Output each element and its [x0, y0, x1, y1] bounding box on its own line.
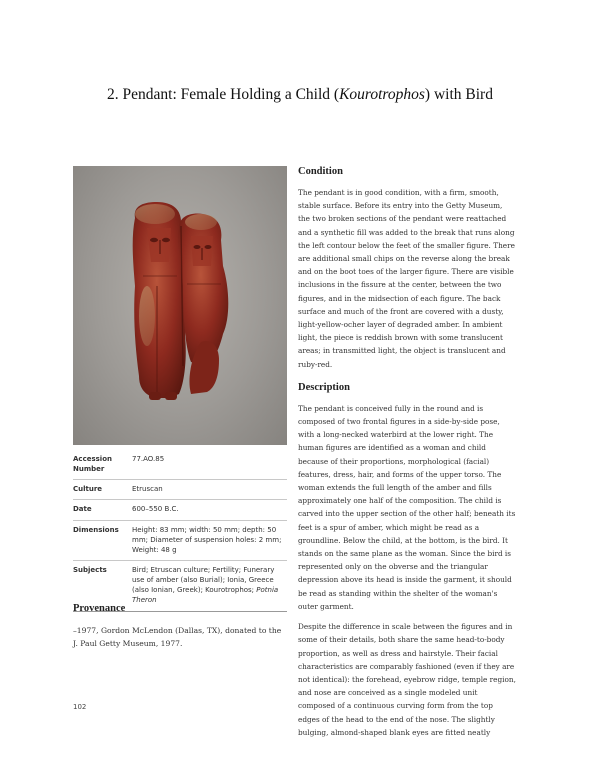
condition-text: The pendant is in good condition, with a firm, smooth, stable surface. Before its entry into the Getty Museum, the two broken sections of the pendant were reattached and a synthetic fill was added to the break that runs along the left contour below the feet of the smaller figure. There are additional small chips on the reverse along the break and on the boot toes of the larger figure. There are visible inclusions in the fissure at the center, between the two figures, and in the midsection of each figure. The back surface and much of the front are covered with a dusty, light-yellow-ocher layer of degraded amber. In ambient light, the piece is reddish brown with some translucent areas; in transmitted light, the object is translucent and ruby-red.	[298, 188, 515, 369]
description-paragraph: Despite the difference in scale between the figures and in some of their details, both share the same head-to-body proportion, as well as dress and hairstyle. Their facial characteristics are comparably fashioned (even if they are not identical): the forehead, eyebrow ridge, temple region, and nose are conceived as a single modeled unit composed of a continuous curving form from the top edges of the head to the end of the nose. The slightly bulging, almond-shaped blank eyes are fitted neatly	[298, 622, 516, 737]
metadata-label: Culture	[73, 480, 132, 500]
metadata-table	[73, 450, 287, 612]
metadata-row-culture	[73, 480, 287, 500]
metadata-label: Dimensions	[73, 520, 132, 560]
artifact-photo	[73, 166, 287, 445]
condition-heading: Condition	[298, 166, 343, 177]
description-heading: Description	[298, 381, 350, 393]
metadata-label: Subjects	[73, 560, 132, 611]
right-column	[298, 166, 516, 739]
metadata-label: Accession Number	[73, 450, 132, 480]
metadata-value: Etruscan	[132, 480, 287, 500]
metadata-value: Bird; Etruscan culture; Fertility; Funerary use of amber (also Burial); Ionia, Greece (also Ionian, Greek); Kourotrophos; Potnia Theron	[132, 560, 287, 611]
metadata-value: 77.AO.85	[132, 450, 287, 480]
metadata-label: Date	[73, 500, 132, 520]
provenance-text: –1977, Gordon McLendon (Dallas, TX), donated to the J. Paul Getty Museum, 1977.	[73, 626, 282, 648]
description-paragraph: The pendant is conceived fully in the round and is composed of two frontal figures in a side-by-side pose, with a long-necked waterbird at the lower right. The human figures are identified as a woman and child because of their proportions, morphological (facial) features, dress, hair, and forms of the upper torso. The woman extends the full length of the amber and fills approximately one half of the composition. The child is carved into the upper section of the other half; beneath its feet is a spur of amber, which might be read as a groundline. Below the child, at the bottom, is the bird. It stands on the same plane as the woman. Since the bird is represented only on the obverse and the triangular depression above its head is inside the garment, it should be read as standing within the shelter of the woman's outer garment.	[298, 403, 516, 611]
metadata-row-date	[73, 500, 287, 520]
provenance-heading: Provenance	[73, 603, 126, 614]
metadata-row-dimensions	[73, 520, 287, 560]
page-title: 2. Pendant: Female Holding a Child (Kourotrophos) with Bird	[107, 86, 493, 103]
metadata-value: Height: 83 mm; width: 50 mm; depth: 50 mm; Diameter of suspension holes: 2 mm; Weight: 48 g	[132, 520, 287, 560]
page-number: 102	[73, 703, 87, 711]
amber-pendant-image	[73, 166, 287, 445]
metadata-value: 600–550 B.C.	[132, 500, 287, 520]
metadata-row-accession	[73, 450, 287, 480]
